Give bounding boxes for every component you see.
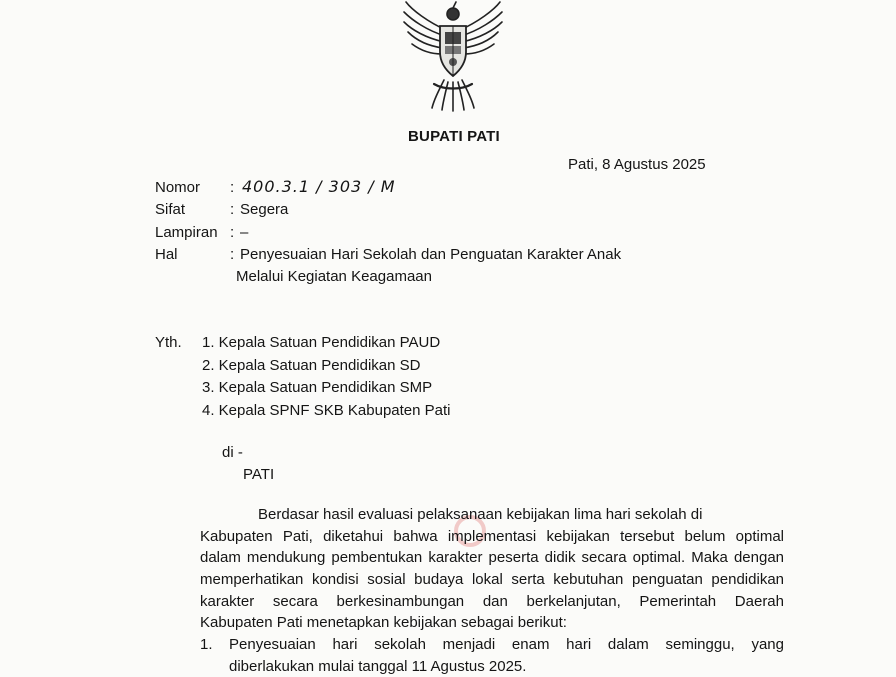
paragraph-line: Kabupaten Pati, diketahui bahwa implementasi kebijakan tersebut belum optimal [200,528,784,545]
point-text-cont: diberlakukan mulai tanggal 11 Agustus 2025. [229,658,527,675]
point-text: Penyesuaian hari sekolah menjadi enam hari dalam seminggu, yang [229,636,784,653]
field-label-hal: Hal [155,246,178,263]
addressee-di: di - [222,444,243,461]
field-value-nomor: 400.3.1 / 303 / M [242,177,396,196]
field-label-nomor: Nomor [155,179,201,196]
field-colon: : [230,224,235,241]
field-value-lampiran: – [240,224,249,241]
field-colon: : [230,179,235,196]
point-number: 1. [200,636,213,653]
letter-date: Pati, 8 Agustus 2025 [568,156,706,173]
paragraph-line: Kabupaten Pati menetapkan kebijakan sebagai berikut: [200,614,567,631]
field-value-hal-cont: Melalui Kegiatan Keagamaan [236,268,432,285]
recipients-prefix: Yth. [155,334,182,351]
paragraph-line: karakter secara berkesinambungan dan berkelanjutan, Pemerintah Daerah [200,593,784,610]
recipient-item: 4. Kepala SPNF SKB Kabupaten Pati [202,402,451,419]
recipient-item: 1. Kepala Satuan Pendidikan PAUD [202,334,441,351]
field-label-lampiran: Lampiran [155,224,218,241]
paragraph-line: Berdasar hasil evaluasi pelaksanaan kebijakan lima hari sekolah di [258,506,703,523]
paragraph-line: dalam mendukung pembentukan karakter peserta didik secara optimal. Maka dengan [200,549,784,566]
field-value-hal: Penyesuaian Hari Sekolah dan Penguatan Karakter Anak [240,246,622,263]
addressee-place: PATI [243,466,275,483]
paragraph-line: memperhatikan kondisi sosial budaya lokal serta kebutuhan penguatan pendidikan [200,571,784,588]
recipient-item: 2. Kepala Satuan Pendidikan SD [202,357,421,374]
field-value-sifat: Segera [240,201,289,218]
field-label-sifat: Sifat [155,201,186,218]
field-colon: : [230,246,235,263]
recipient-item: 3. Kepala Satuan Pendidikan SMP [202,379,433,396]
garuda-emblem-icon [398,0,508,112]
field-colon: : [230,201,235,218]
letter-title: BUPATI PATI [408,128,500,145]
